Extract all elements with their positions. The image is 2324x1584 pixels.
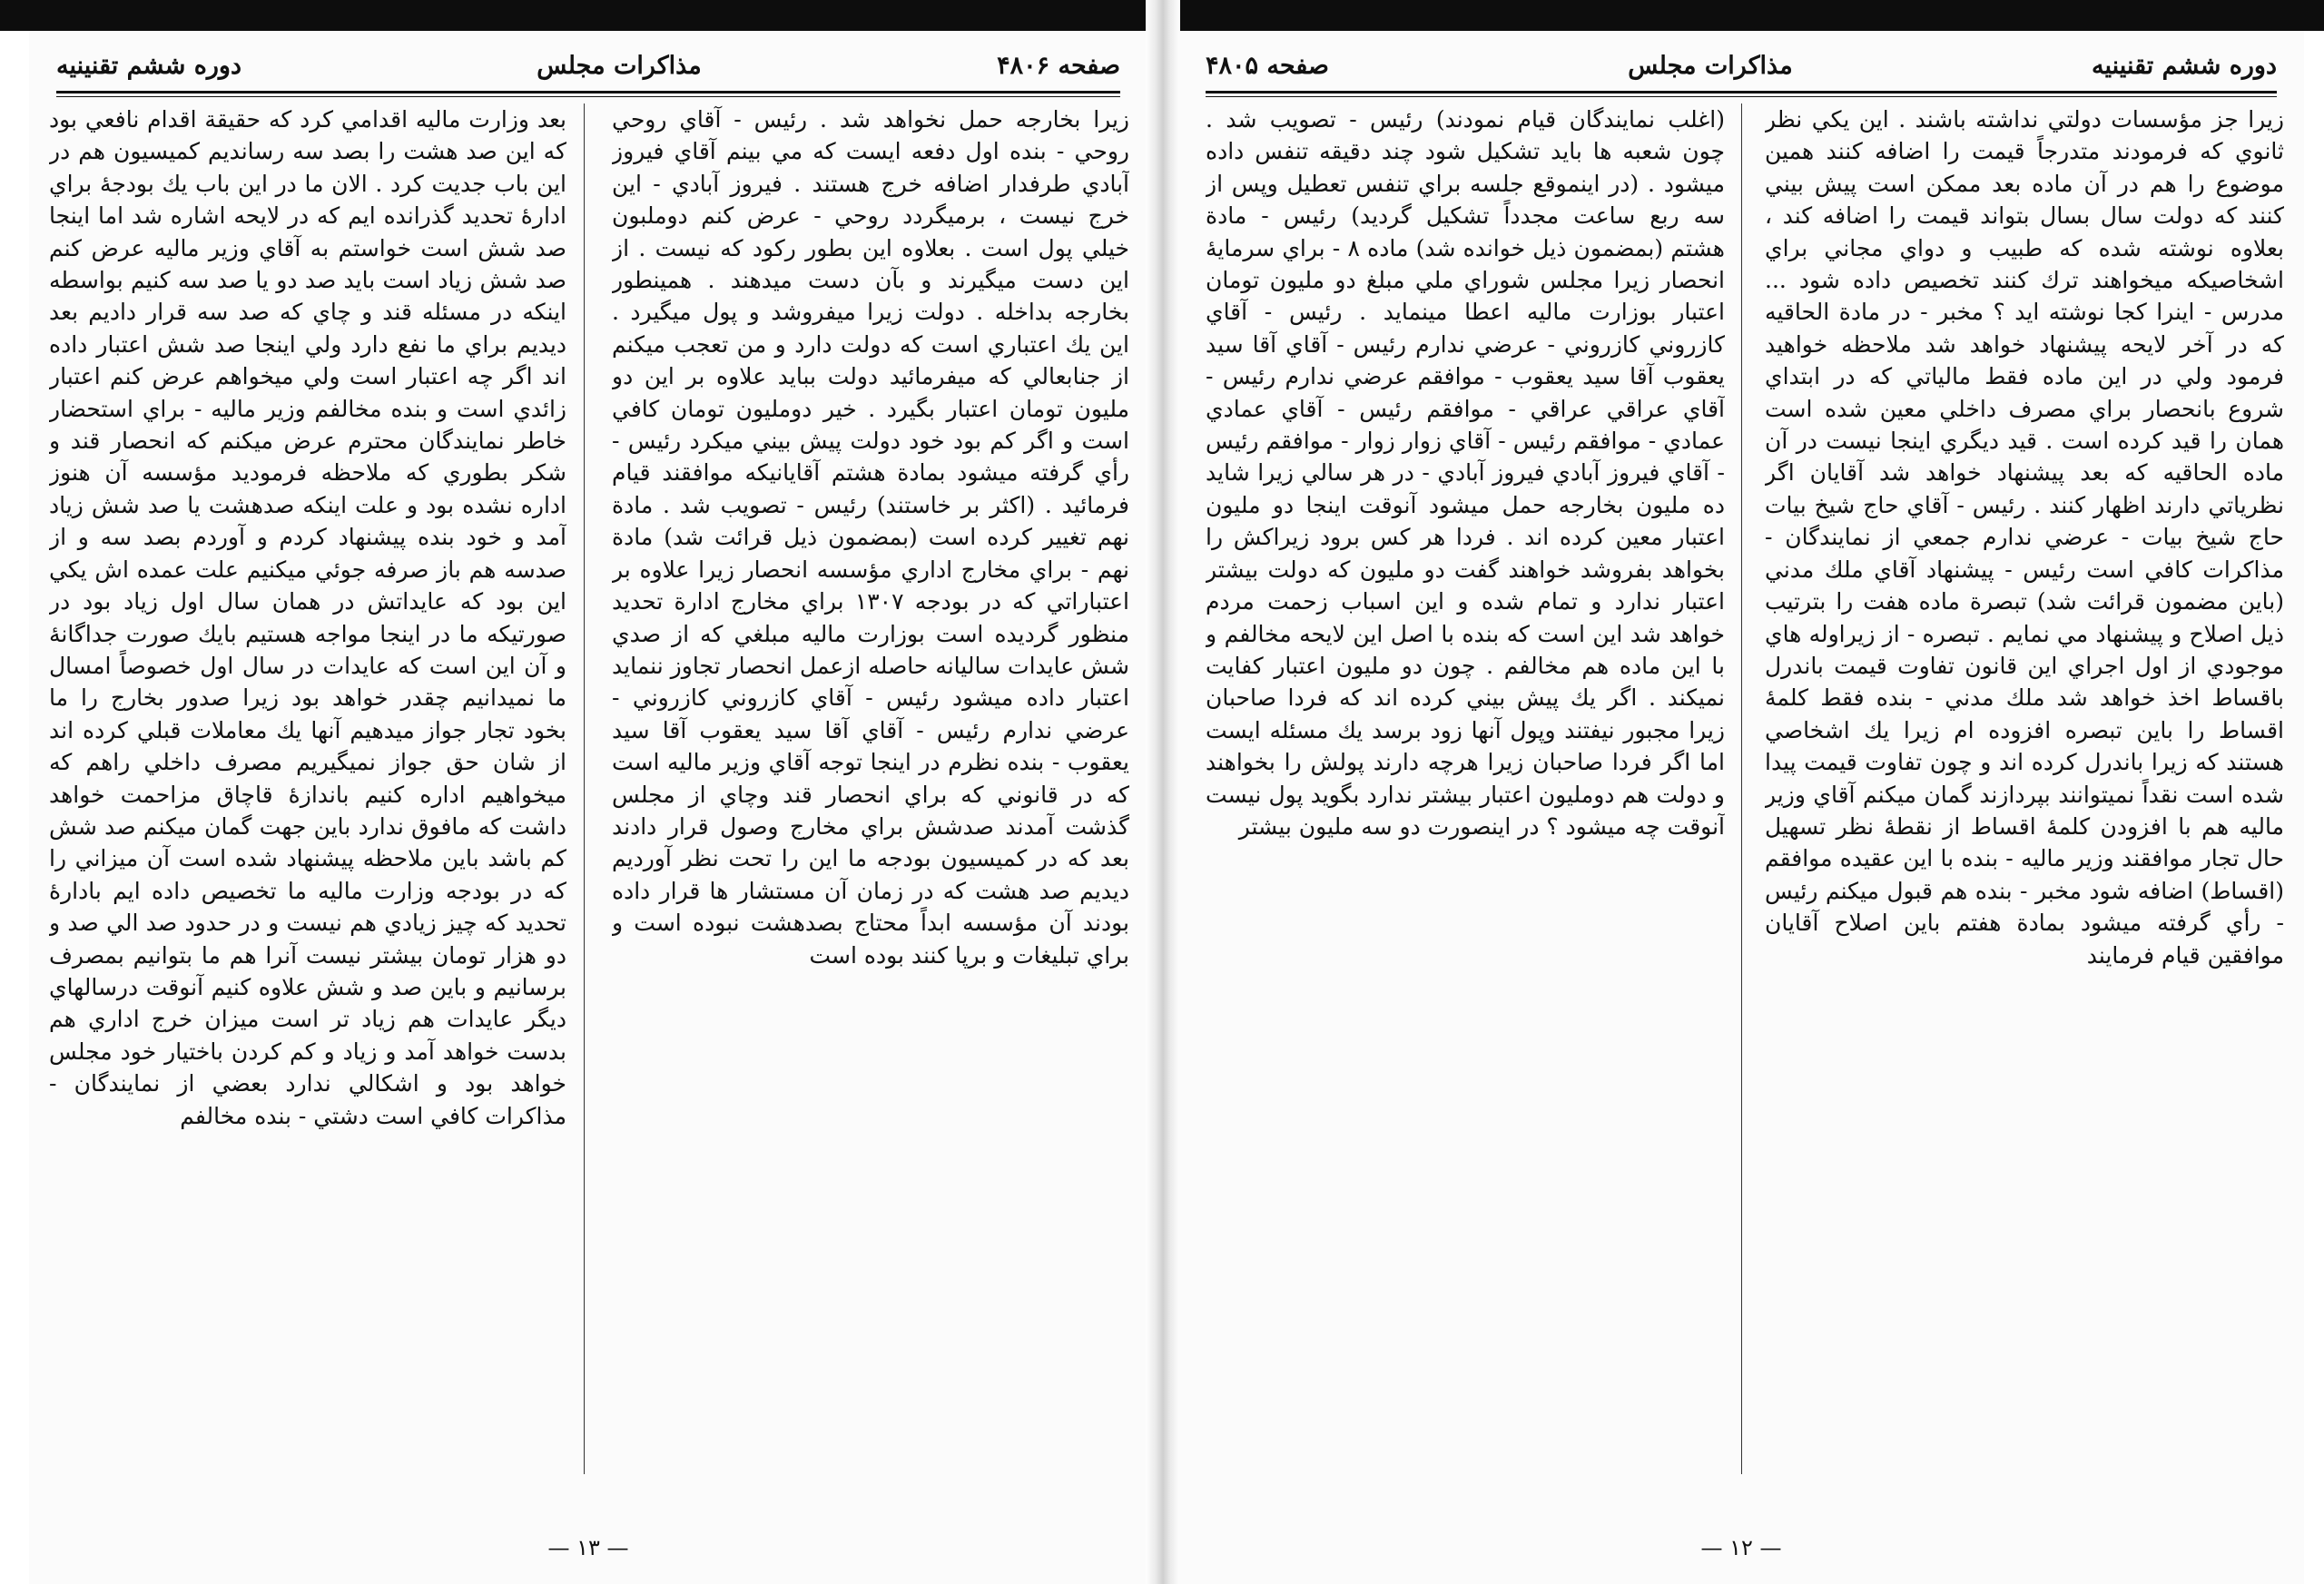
- right-page-title: مذاكرات مجلس: [1628, 51, 1793, 80]
- right-page-session: دوره ششم تقنينيه: [2092, 51, 2277, 80]
- right-page-right-column: [1765, 103, 2284, 1497]
- right-page-footer: — ١٢ —: [1700, 1535, 1782, 1560]
- left-page-left-column: [49, 103, 566, 1497]
- column-text: زيرا جز مؤسسات دولتي نداشته باشند . اين يكي نظر ثانوي كه فرمودند متدرجاً قيمت را اضافه كنند همين موضوع را هم در آن ماده بعد ممكن است پيش بيني كنند كه دولت سال بسال بتواند قيمت را اضافه كند ، بعلاوه نوشته شده كه طبيب و دواي مجاني براي اشخاصيكه ميخواهند ترك كنند تخصيص داده شود ... مدرس - اينرا كجا نوشته ايد ؟ مخبر - در مادة الحاقيه كه در آخر لايحه پيشنهاد خواهد شد ملاحظه خواهيد فرمود ولي در اين ماده فقط مالياتي كه در ابتداي شروع بانحصار براي مصرف داخلي معين شده است همان را قيد كرده است . قيد ديگري اينجا نيست در آن ماده الحاقيه كه بعد پيشنهاد خواهد شد آقايان اگر نظرياتي دارند اظهار كنند . رئيس - آقاي حاج شيخ بيات حاج شيخ بيات - عرضي ندارم جمعي از نمايندگان - مذاكرات كافي است رئيس - پيشنهاد آقاي ملك مدني (باين مضمون قرائت شد) تبصرة ماده هفت را بترتيب ذيل اصلاح و پيشنهاد مي نمايم . تبصره - از زيراوله هاي موجودي از اول اجراي اين قانون تفاوت قيمت باندرل باقساط اخذ خواهد شد ملك مدني - بنده فقط كلمهٔ اقساط را باين تبصره افزوده ام زيرا يك اشخاصي هستند كه زيرا باندرل كرده اند و چون تفاوت قيمت پيدا شده است نقداً نميتوانند بپردازند گمان ميكنم آقاي وزير ماليه هم با افزودن كلمهٔ اقساط از نقطهٔ نظر تسهيل حال تجار موافقند وزير ماليه - بنده با اين عقيده موافقم (اقساط) اضافه شود مخبر - بنده هم قبول ميكنم رئيس - رأي گرفته ميشود بمادة هفتم باين اصلاح آقايان موافقين قيام فرمايند: [1765, 106, 2284, 969]
- book-gutter: [1146, 0, 1180, 1584]
- right-page-number: صفحه ۴۸۰۵: [1206, 51, 1329, 80]
- left-page-footer: — ١٣ —: [547, 1535, 629, 1560]
- header-rule: [56, 91, 1120, 93]
- left-page-right-column: [612, 103, 1129, 1497]
- left-page-header: [56, 45, 1120, 85]
- left-page-title: مذاكرات مجلس: [537, 51, 702, 80]
- left-page: [29, 31, 1147, 1584]
- column-text: (اغلب نمايندگان قيام نمودند) رئيس - تصويب شد . چون شعبه ها بايد تشكيل شود چند دقيقه تنفس داده ميشود . (در اينموقع جلسه براي تنفس تعطيل وپس از سه ربع ساعت مجدداً تشكيل گرديد) رئيس - مادة هشتم (بمضمون ذيل خوانده شد) ماده ٨ - براي سرمايهٔ انحصار زيرا مجلس شوراي ملي مبلغ دو مليون تومان اعتبار بوزارت ماليه اعطا مينمايد . رئيس - آقاي كازروني كازروني - عرضي ندارم رئيس - آقاي آقا سيد يعقوب آقا سيد يعقوب - موافقم عرضي ندارم رئيس - آقاي عراقي عراقي - موافقم رئيس - آقاي عمادي عمادي - موافقم رئيس - آقاي زوار زوار - موافقم رئيس - آقاي فيروز آبادي فيروز آبادي - در هر سالي زيرا شايد ده مليون بخارجه حمل ميشود آنوقت اينجا دو مليون اعتبار معين كرده اند . فردا هر كس برود زيراكش را بخواهد بفروشد خواهند گفت دو مليون كه دولت بيشتر اعتبار ندارد و تمام شده و اين اسباب زحمت مردم خواهد شد اين است كه بنده با اصل اين لايحه مخالفم و با اين ماده هم مخالفم . چون دو مليون اعتبار كفايت نميكند . اگر يك پيش بيني كرده اند كه فردا صاحبان زيرا مجبور نيفتند وپول آنها زود برسد يك مسئله ايست اما اگر فردا صاحبان زيرا هرچه دارند پولش را بخواهند و دولت هم دومليون اعتبار بيشتر ندارد بگويد پول نيست آنوقت چه ميشود ؟ در اينصورت دو سه مليون بيشتر: [1206, 106, 1725, 840]
- right-page-left-column: [1206, 103, 1725, 1497]
- right-page: [1178, 31, 2304, 1584]
- header-rule: [1206, 91, 2277, 93]
- column-text: زيرا بخارجه حمل نخواهد شد . رئيس - آقاي روحي روحي - بنده اول دفعه ايست كه مي بينم آقاي فيروز آبادي طرفدار اضافه خرج هستند . فيروز آبادي - اين خرج نيست ، برميگردد روحي - عرض كنم دوملبون خيلي پول است . بعلاوه اين بطور ركود كه نيست . از اين دست ميگيرند و بآن دست ميدهند . همينطور بخارجه بداخله . دولت زيرا ميفروشد و پول ميگيرد . اين يك اعتباري است كه دولت دارد و من تعجب ميكنم از جنابعالي كه ميفرمائيد دولت ببايد علاوه بر اين دو مليون تومان اعتبار بگيرد . خير دومليون تومان كافي است و اگر كم بود خود دولت پيش بيني ميكرد رئيس - رأي گرفته ميشود بمادة هشتم آقايانيكه موافقند قيام فرمائيد . (اكثر بر خاستند) رئيس - تصويب شد . مادة نهم تغيير كرده است (بمضمون ذيل قرائت شد) مادة نهم - براي مخارج اداري مؤسسه انحصار زيرا علاوه بر اعتباراتي كه در بودجه ١٣٠٧ براي مخارج ادارة تحديد منظور گرديده است بوزارت ماليه مبلغي كه از صدي شش عايدات ساليانه حاصله ازعمل انحصار تجاوز ننمايد اعتبار داده ميشود رئيس - آقاي كازروني كازروني - عرضي ندارم رئيس - آقاي آقا سيد يعقوب آقا سيد يعقوب - بنده نظرم در اينجا توجه آقاي وزير ماليه است كه در قانوني كه براي انحصار قند وچاي از مجلس گذشت آمدند صدشش براي مخارج وصول قرار دادند بعد كه در كميسيون بودجه ما اين را تحت نظر آورديم ديديم صد هشت كه در زمان آن مستشار ها قرار داده بودند آن مؤسسه ابداً محتاج بصدهشت نبوده است و براي تبليغات و برپا كنند بوده است: [612, 106, 1129, 969]
- column-divider: [1741, 103, 1742, 1474]
- header-rule-thin: [56, 96, 1120, 97]
- left-page-number: صفحه ۴۸۰۶: [997, 51, 1120, 80]
- column-divider: [584, 103, 585, 1474]
- column-text: بعد وزارت ماليه اقدامي كرد كه حقيقة اقدام نافعي بود كه اين صد هشت را بصد سه رسانديم كميسيون هم در اين باب جديت كرد . الان ما در اين باب يك بودجهٔ براي ادارهٔ تحديد گذرانده ايم كه در لايحه اشاره شد اما اينجا صد شش است خواستم به آقاي وزير ماليه عرض كنم صد شش زياد است بايد صد دو يا صد سه كنيم بواسطه اينكه در مسئله قند و چاي كه صد سه قرار داديم بعد ديديم براي ما نفع دارد ولي اينجا صد شش اعتبار داده اند اگر چه اعتبار است ولي ميخواهم عرض كنم اعتبار زائدي است و بنده مخالفم وزير ماليه - براي استحضار خاطر نمايندگان محترم عرض ميكنم كه انحصار قند و شكر بطوري كه ملاحظه فرموديد مؤسسه آن هنوز اداره نشده بود و علت اينكه صدهشت يا صد شش زياد آمد و خود بنده پيشنهاد كردم و آوردم بصد سه و از صدسه هم باز صرفه جوئي ميكنيم علت عمده اش يكي اين بود كه عايداتش در همان سال اول زياد بود در صورتيكه ما در اينجا مواجه هستيم بايك صورت جداگانهٔ و آن اين است كه عايدات در سال اول خصوصاً امسال ما نميدانيم چقدر خواهد بود زيرا صدور بخارج را ما بخود تجار جواز ميدهيم آنها يك معاملات قبلي كرده اند از شان حق جواز نميگيريم مصرف داخلي راهم كه ميخواهيم اداره كنيم باندازهٔ قاچاق مزاحمت خواهد داشت كه مافوق ندارد باين جهت گمان ميكنم صد شش كم باشد باين ملاحظه پيشنهاد شده است آن ميزاني را كه در بودجه وزارت ماليه ما تخصيص داده ايم بادارهٔ تحديد كه چيز زيادي هم نيست و در حدود صد الي صد و دو هزار تومان بيشتر نيست آنرا هم ما بتوانيم بمصرف برسانيم و باين صد و شش علاوه كنيم آنوقت درسالهاي ديگر عايدات هم زياد تر است ميزان خرج اداري هم بدست خواهد آمد و زياد و كم كردن باختيار خود مجلس خواهد بود و اشكالي ندارد بعضي از نمايندگان - مذاكرات كافي است دشتي - بنده مخالفم: [49, 106, 566, 1129]
- right-page-header: [1206, 45, 2277, 85]
- header-rule-thin: [1206, 96, 2277, 97]
- left-page-session: دوره ششم تقنينيه: [56, 51, 241, 80]
